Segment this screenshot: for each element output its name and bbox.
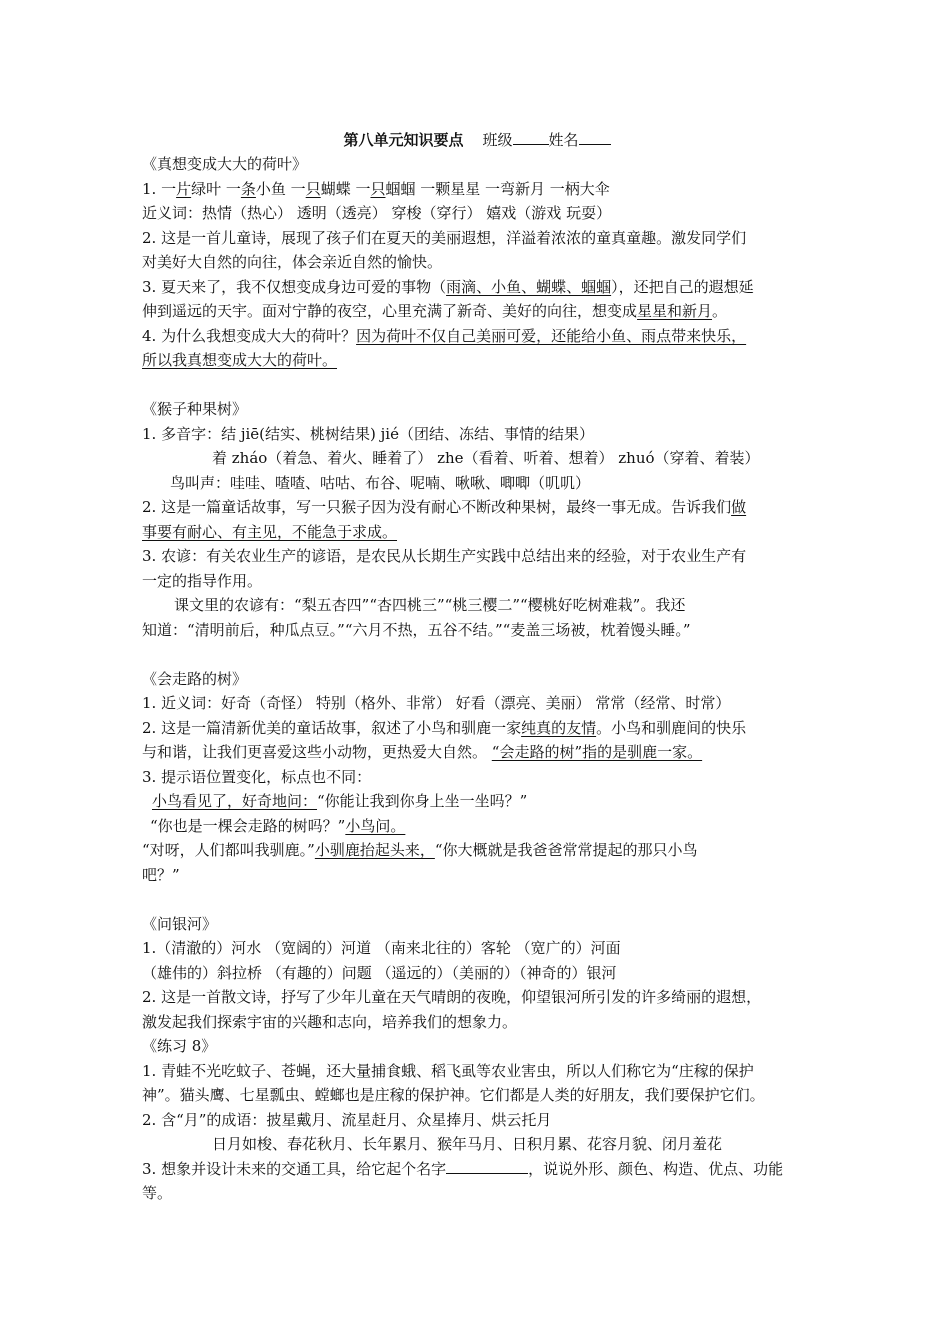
paragraph-line: 鸟叫声：哇哇、喳喳、咕咕、布谷、呢喃、啾啾、唧唧（叽叽） bbox=[170, 473, 591, 492]
class-blank bbox=[513, 130, 549, 145]
paragraph-line: 1. 多音字：结 jiē(结实、桃树结果) jié（团结、冻结、事情的结果） bbox=[142, 424, 594, 443]
paragraph-line: 1. 青蛙不光吃蚊子、苍蝇，还大量捕食蛾、稻飞虱等农业害虫，所以人们称它为“庄稼的保护 bbox=[142, 1061, 754, 1080]
fill-in-blank bbox=[446, 1159, 528, 1174]
paragraph-line: 所以我真想变成大大的荷叶。 bbox=[142, 351, 338, 369]
paragraph-line: 一定的指导作用。 bbox=[142, 571, 263, 590]
name-label: 姓名 bbox=[548, 131, 579, 149]
paragraph-line: 2. 这是一篇清新优美的童话故事，叙述了小鸟和驯鹿一家纯真的友情。小鸟和驯鹿间的快乐 bbox=[142, 718, 747, 737]
paragraph-line: 1. 一片绿叶 一条小鱼 一只蝴蝶 一只蝈蝈 一颗星星 一弯新月 一柄大伞 bbox=[142, 179, 610, 198]
paragraph-line: 3. 想象并设计未来的交通工具，给它起个名字 ，说说外形、颜色、构造、优点、功能 bbox=[142, 1159, 784, 1178]
paragraph-line: 吧？” bbox=[142, 865, 180, 884]
paragraph-line: “对呀，人们都叫我驯鹿。”小驯鹿抬起头来，“你大概就是我爸爸常常提起的那只小鸟 bbox=[142, 841, 698, 859]
paragraph-line: 与和谐，让我们更喜爱这些小动物，更热爱大自然。 “会走路的树”指的是驯鹿一家。 bbox=[142, 743, 703, 761]
name-blank bbox=[579, 130, 611, 145]
paragraph-line: 1.（清澈的）河水 （宽阔的）河道 （南来北往的）客轮 （宽广的）河面 bbox=[142, 939, 621, 957]
section-heading: 《猴子种果树》 bbox=[142, 400, 248, 418]
paragraph-line: 神”。猫头鹰、七星瓢虫、螳螂也是庄稼的保护神。它们都是人类的好朋友，我们要保护它们。 bbox=[142, 1086, 765, 1104]
paragraph-line: 小鸟看见了，好奇地问：“你能让我到你身上坐一坐吗？” bbox=[152, 792, 528, 810]
section-heading: 《练习 8》 bbox=[142, 1037, 217, 1055]
class-label: 班级 bbox=[482, 131, 513, 149]
paragraph-line: 事要有耐心、有主见，不能急于求成。 bbox=[142, 522, 398, 541]
paragraph-line: 激发起我们探索宇宙的兴趣和志向，培养我们的想象力。 bbox=[142, 1012, 518, 1031]
paragraph-line: 等。 bbox=[142, 1184, 173, 1202]
paragraph-line: 对美好大自然的向往，体会亲近自然的愉快。 bbox=[142, 253, 443, 271]
paragraph-line: 4. 为什么我想变成大大的荷叶？因为荷叶不仅自己美丽可爱，还能给小鱼、雨点带来快乐， bbox=[142, 326, 747, 345]
paragraph-line: 3. 夏天来了，我不仅想变成身边可爱的事物（雨滴、小鱼、蝴蝶、蝈蝈），还把自己的遐想延 bbox=[142, 277, 754, 296]
paragraph-line: 2. 这是一篇童话故事，写一只猴子因为没有耐心不断改种果树，最终一事无成。告诉我们做 bbox=[142, 498, 747, 516]
section-heading: 《问银河》 bbox=[142, 914, 218, 933]
paragraph-line: 2. 这是一首散文诗，抒写了少年儿童在天气晴朗的夜晚，仰望银河所引发的许多绮丽的遐想， bbox=[142, 988, 762, 1006]
paragraph-line: 2. 含“月”的成语：披星戴月、流星赶月、众星捧月、烘云托月 bbox=[142, 1110, 552, 1129]
section-heading: 《真想变成大大的荷叶》 bbox=[142, 155, 308, 173]
paragraph-line: 伸到遥远的天宇。面对宁静的夜空，心里充满了新奇、美好的向往，想变成星星和新月。 bbox=[142, 302, 728, 320]
paragraph-line: 3. 提示语位置变化，标点也不同： bbox=[142, 767, 372, 786]
page-title bbox=[142, 128, 812, 152]
document-body bbox=[142, 128, 812, 1206]
paragraph-line: “你也是一棵会走路的树吗？”小鸟问。 bbox=[150, 816, 406, 835]
paragraph-line: 课文里的农谚有：“梨五杏四”“杏四桃三”“桃三樱二”“樱桃好吃树难栽”。我还 bbox=[174, 596, 686, 614]
paragraph-line: 近义词：热情（热心） 透明（透亮） 穿梭（穿行） 嬉戏（游戏 玩耍） bbox=[142, 204, 612, 222]
section-heading: 《会走路的树》 bbox=[142, 669, 248, 688]
paragraph-line: 着 zháo（着急、着火、睡着了） zhe（看着、听着、想着） zhuó（穿着、着装） bbox=[212, 449, 760, 467]
paragraph-line: 知道：“清明前后，种瓜点豆。”“六月不热，五谷不结。”“麦盖三场被，枕着馒头睡。” bbox=[142, 620, 691, 639]
paragraph-line: 2. 这是一首儿童诗，展现了孩子们在夏天的美丽遐想，洋溢着浓浓的童真童趣。激发同学们 bbox=[142, 228, 747, 247]
paragraph-line: （雄伟的）斜拉桥 （有趣的）问题 （遥远的）（美丽的）（神奇的）银河 bbox=[142, 963, 617, 982]
paragraph-line: 1. 近义词：好奇（奇怪） 特别（格外、非常） 好看（漂亮、美丽） 常常（经常、时常） bbox=[142, 694, 731, 712]
title-main: 第八单元知识要点 bbox=[343, 131, 464, 149]
paragraph-line: 3. 农谚：有关农业生产的谚语，是农民从长期生产实践中总结出来的经验，对于农业生产有 bbox=[142, 547, 747, 565]
paragraph-line: 日月如梭、春花秋月、长年累月、猴年马月、日积月累、花容月貌、闭月羞花 bbox=[212, 1135, 723, 1153]
